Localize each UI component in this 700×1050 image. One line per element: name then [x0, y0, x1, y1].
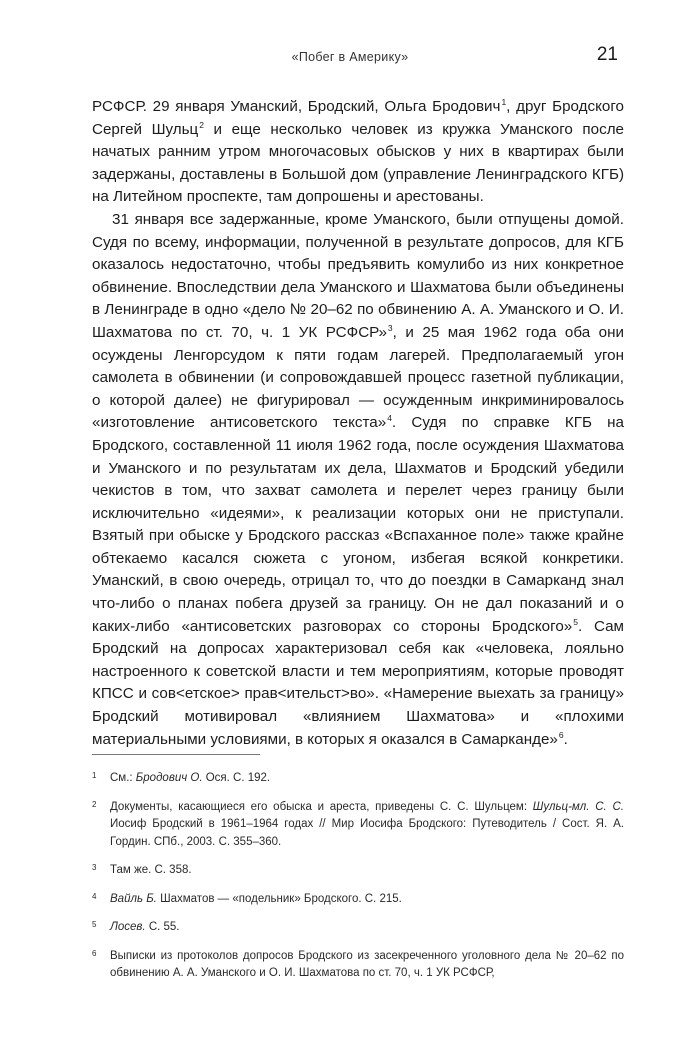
- footnote-6: [92, 948, 624, 983]
- footnote-author: Вайль Б.: [110, 892, 157, 905]
- footnote-number: 2: [92, 799, 97, 809]
- footnote-ref-3[interactable]: 3: [387, 322, 393, 333]
- footnote-ref-5[interactable]: 5: [573, 616, 578, 627]
- footnotes: [92, 770, 624, 994]
- footnote-1: [92, 770, 624, 788]
- page-number: 21: [596, 44, 618, 65]
- main-text: [92, 96, 624, 751]
- footnote-divider: [92, 754, 260, 755]
- paragraph-1: [92, 96, 624, 209]
- footnote-4: [92, 891, 624, 909]
- text-run: .: [563, 730, 568, 748]
- footnote-ref-4[interactable]: 4: [387, 413, 392, 424]
- text-run: 31 января все задержанные, кроме Уманского, были отпущены домой. Судя по всему, информации, полученной в результате допросов, для КГБ оказалось недостаточно, чтобы предъявить комулибо из них конкретное обвинение. Впоследствии дела Уманского и Шахматова были объединены в Ленинграде в одно «дело № 20–62 по обвинению А. А. Уманского и О. И. Шахматова по ст. 70, ч. 1 УК РСФСР»: [92, 210, 624, 341]
- footnote-text: Там же. С. 358.: [110, 864, 192, 876]
- footnote-3: [92, 862, 624, 880]
- footnote-text: См.:: [110, 772, 136, 784]
- footnote-number: 4: [92, 891, 97, 901]
- footnote-text: Иосиф Бродский в 1961–1964 годах // Мир Иосифа Бродского: Путеводитель / Сост. Я. А. Гордин. СПб., 2003. С. 355–360.: [110, 818, 624, 848]
- text-run: , друг Бродского Сергей Шульц: [92, 98, 624, 138]
- footnote-ref-6[interactable]: 6: [558, 729, 564, 740]
- text-run: и еще несколько человек из кружка Уманского после начатых ранним утром многочасовых обысков у них в квартирах были задержаны, доставлены в Большой дом (управление Ленинградского КГБ) на Литейном проспекте, там допрошены и арестованы.: [92, 120, 624, 206]
- footnote-author: Лосев.: [110, 921, 146, 933]
- footnote-text: Шахматов — «подельник» Бродского. С. 215.: [156, 892, 402, 905]
- footnote-text: Документы, касающиеся его обыска и ареста, приведены С. С. Шульцем:: [110, 800, 533, 813]
- footnote-5: [92, 919, 624, 937]
- footnote-ref-1[interactable]: 1: [501, 97, 507, 107]
- text-run: . Сам Бродский на допросах характеризовал себя как «человека, лояльно настроенного к советской власти и тем мероприятиям, которые проводят КПСС и сов<етское> прав<ительст>во». «Намерение выехать за границу» Бродский мотивировал «влиянием Шахматова» и «плохими материальными условиями, в которых я оказался в Самарканде»: [92, 617, 624, 748]
- footnote-number: 5: [92, 920, 97, 929]
- footnote-2: [92, 799, 624, 852]
- text-run: РСФСР. 29 января Уманский, Бродский, Ольга Бродович: [92, 98, 501, 115]
- text-run: , и 25 мая 1962 года оба они осуждены Ленгорсудом к пяти годам лагерей. Предполагаемый угон самолета в обвинении (и сопровождавшей процесс газетной публикации, о которой далее) не фигурировал — осужденным инкриминировалось «изготовление антисоветского текста»: [92, 323, 624, 432]
- footnote-text: Выписки из протоколов допросов Бродского из засекреченного уголовного дела № 20–62 по обвинению А. А. Уманского и О. И. Шахматова по ст. 70, ч. 1 УК РСФСР,: [110, 949, 624, 979]
- footnote-number: 3: [92, 863, 97, 872]
- text-run: . Судя по справке КГБ на Бродского, составленной 11 июля 1962 года, после осуждения Шахматова и Уманского и по результатам их дела, Шахматов и Бродский убедили чекистов в том, что захват самолета и перелет через границу были исключительно «идеями», к реализации которых они не приступали. Взятый при обыске у Бродского рассказ «Вспаханное поле» также крайне обтекаемо касался сюжета с угоном, избегая всякой конкретики. Уманский, в свою очередь, отрицал то, что до поездки в Самарканд знал что-либо о планах побега друзей за границу. Он не дал показаний и о каких-либо «антисоветских разговорах со стороны Бродского»: [92, 414, 624, 635]
- footnote-number: 6: [92, 948, 97, 958]
- footnote-author: Шульц-мл. С. С.: [532, 800, 624, 813]
- footnote-text: Ося. С. 192.: [202, 772, 271, 784]
- footnote-ref-2[interactable]: 2: [199, 119, 204, 130]
- footnote-number: 1: [92, 771, 97, 780]
- paragraph-2: [92, 209, 624, 751]
- running-title: «Побег в Америку»: [291, 50, 409, 64]
- footnote-text: С. 55.: [145, 921, 180, 933]
- footnote-author: Бродович О.: [135, 772, 203, 784]
